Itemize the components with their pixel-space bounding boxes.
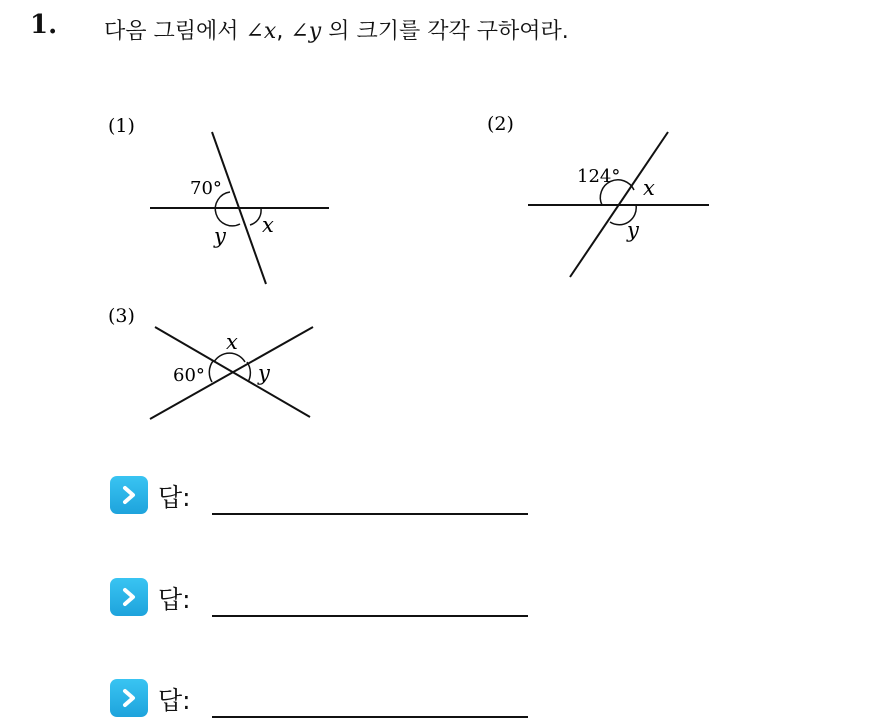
question-text-before: 다음 그림에서 xyxy=(104,19,246,44)
question-number: 1. xyxy=(30,10,58,40)
figure-3-angle-60-label: 60° xyxy=(173,365,205,386)
figure-1-angle-x-arc xyxy=(250,209,261,225)
figure-2-var-x: x xyxy=(643,176,655,200)
figure-3 xyxy=(108,305,313,419)
question-comma: , xyxy=(276,19,291,44)
figure-3-angle-x-arc xyxy=(214,353,245,362)
figure-3-angle-60-arc xyxy=(209,361,213,382)
figure-1-var-x: x xyxy=(262,213,274,237)
figure-2-label: (2) xyxy=(487,113,514,135)
figure-1 xyxy=(108,115,329,284)
question-text-after: 의 크기를 각각 구하여라. xyxy=(321,19,569,44)
figure-3-var-x: x xyxy=(226,330,238,354)
figure-1-label: (1) xyxy=(108,115,135,137)
answer-line-2[interactable] xyxy=(212,615,528,617)
answer-line-3[interactable] xyxy=(212,716,528,718)
answer-label: 답: xyxy=(158,686,191,715)
angle-x-symbol: ∠x xyxy=(245,19,277,44)
chevron-right-icon xyxy=(110,476,148,514)
chevron-right-icon xyxy=(110,578,148,616)
chevron-right-icon xyxy=(110,679,148,717)
angle-y-symbol: ∠y xyxy=(290,19,322,44)
answer-label: 답: xyxy=(158,483,191,512)
figure-3-label: (3) xyxy=(108,305,135,327)
figure-2-var-y: y xyxy=(627,218,639,242)
figure-2 xyxy=(487,113,709,277)
answer-row-3 xyxy=(110,679,550,719)
figure-1-angle-70-label: 70° xyxy=(190,178,222,199)
figure-1-var-y: y xyxy=(214,224,226,248)
answer-line-1[interactable] xyxy=(212,513,528,515)
answer-label: 답: xyxy=(158,585,191,614)
figure-2-angle-124-label: 124° xyxy=(577,166,621,187)
answer-row-2 xyxy=(110,578,550,618)
figure-3-var-y: y xyxy=(258,361,270,385)
answer-row-1 xyxy=(110,476,550,516)
